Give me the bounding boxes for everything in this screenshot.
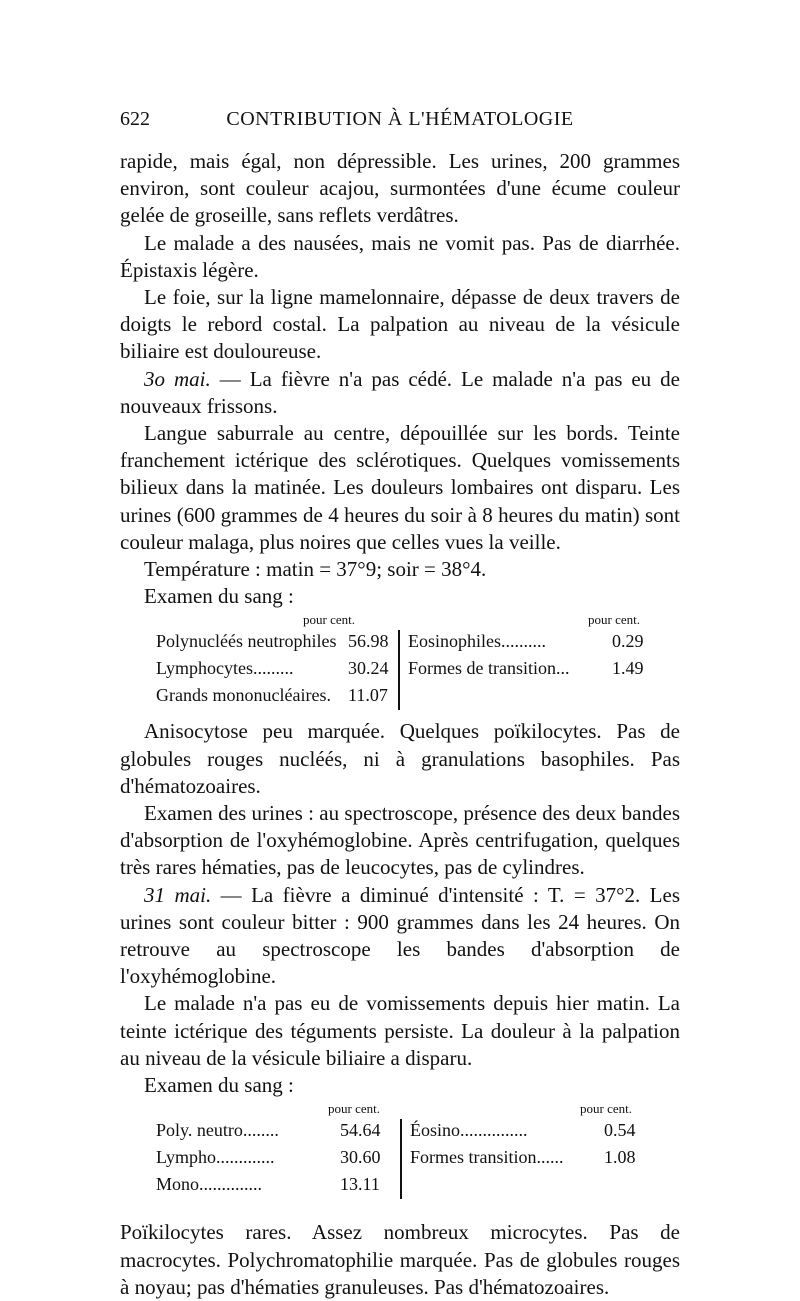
cell-value: 0.54: [604, 1120, 636, 1141]
blood-table-2: [120, 1101, 680, 1201]
pour-cent-right: pour cent.: [588, 612, 640, 628]
exam-heading-1: Examen du sang :: [144, 584, 294, 609]
cell-value: 30.60: [340, 1147, 381, 1168]
cell-label: Eosinophiles..........: [408, 631, 546, 652]
page: [120, 108, 680, 1301]
paragraph-foie: Le foie, sur la ligne mamelonnaire, dépasse de deux travers de doigts le rebord costal. La palpation au niveau de la vésicule biliaire est douloureuse.: [120, 285, 680, 364]
pour-cent-header-row: [120, 612, 680, 628]
paragraph-urines: rapide, mais égal, non dépressible. Les urines, 200 grammes environ, sont couleur acajou, surmontées d'une écume couleur gelée de groseille, sans reflets verdâtres.: [120, 149, 680, 228]
paragraph-may31: [120, 882, 680, 991]
paragraph-may30: [120, 366, 680, 420]
cell-label: Lymphocytes.........: [156, 658, 294, 679]
cell-label: Poly. neutro........: [156, 1120, 279, 1141]
pour-cent-left: pour cent.: [328, 1101, 380, 1117]
blood-table-1: [120, 612, 680, 712]
cell-label: Formes de transition...: [408, 658, 570, 679]
exam-heading-2: Examen du sang :: [144, 1073, 294, 1098]
paragraph-urines-exam: Examen des urines : au spectroscope, présence des deux bandes d'absorption de l'oxyhémoglobine. Après centrifugation, quelques très rares hématies, pas de leucocytes, pas de cylindres.: [120, 801, 680, 880]
cell-value: 54.64: [340, 1120, 381, 1141]
running-title: CONTRIBUTION À L'HÉMATOLOGIE: [226, 108, 574, 130]
column-divider: [400, 1119, 402, 1199]
cell-label: Formes transition......: [410, 1147, 564, 1168]
pour-cent-header-row: [120, 1101, 680, 1117]
cell-value: 56.98: [348, 631, 389, 652]
cell-label: Mono..............: [156, 1174, 263, 1195]
table-row: [120, 655, 680, 682]
pour-cent-left: pour cent.: [303, 612, 355, 628]
cell-value: 13.11: [340, 1174, 380, 1195]
cell-label: Éosino...............: [410, 1120, 528, 1141]
date-may31: 31 mai.: [144, 882, 212, 907]
page-number: 622: [120, 108, 150, 130]
cell-value: 0.29: [612, 631, 644, 652]
may30-text: — La fièvre n'a pas cédé. Le malade n'a pas eu de nouveaux frissons.: [120, 366, 680, 418]
cell-value: 1.49: [612, 658, 644, 679]
date-may30: 3o mai.: [144, 366, 211, 391]
may31-text: — La fièvre a diminué d'intensité : T. = 37°2. Les urines sont couleur bitter : 900 grammes dans les 24 heures. On retrouve au spectroscope les bandes d'absorption de l'oxyhémoglobine.: [120, 882, 681, 989]
pour-cent-right: pour cent.: [580, 1101, 632, 1117]
paragraph-nausees: Le malade a des nausées, mais ne vomit pas. Pas de diarrhée. Épistaxis légère.: [120, 230, 680, 282]
paragraph-langue: Langue saburrale au centre, dépouillée sur les bords. Teinte franchement ictérique des sclérotiques. Quelques vomissements bilieux dans la matinée. Les douleurs lombaires ont disparu. Les urines (600 grammes de 4 heures du soir à 8 heures du matin) sont couleur malaga, plus noires que celles vues la veille.: [120, 421, 680, 554]
table-row: [120, 682, 680, 709]
cell-value: 1.08: [604, 1147, 636, 1168]
cell-value: 30.24: [348, 658, 389, 679]
cell-label: Polynucléés neutrophiles: [156, 631, 337, 652]
table-row: [120, 628, 680, 655]
temperature-line: Température : matin = 37°9; soir = 38°4.: [144, 557, 487, 582]
cell-label: Lympho.............: [156, 1147, 275, 1168]
paragraph-anisocytose: Anisocytose peu marquée. Quelques poïkilocytes. Pas de globules rouges nucléés, ni à granulations basophiles. Pas d'hématozoaires.: [120, 719, 680, 798]
cell-value: 11.07: [348, 685, 388, 706]
column-divider: [398, 630, 400, 710]
paragraph-final: Poïkilocytes rares. Assez nombreux microcytes. Pas de macrocytes. Polychromatophilie marquée. Pas de globules rouges à noyau; pas d'hématies granuleuses. Pas d'hématozoaires.: [120, 1220, 680, 1299]
running-header: [120, 108, 680, 148]
paragraph-vomissements: Le malade n'a pas eu de vomissements depuis hier matin. La teinte ictérique des téguments persiste. La douleur à la palpation au niveau de la vésicule biliaire a disparu.: [120, 991, 680, 1070]
cell-label: Grands mononucléaires.: [156, 685, 331, 706]
